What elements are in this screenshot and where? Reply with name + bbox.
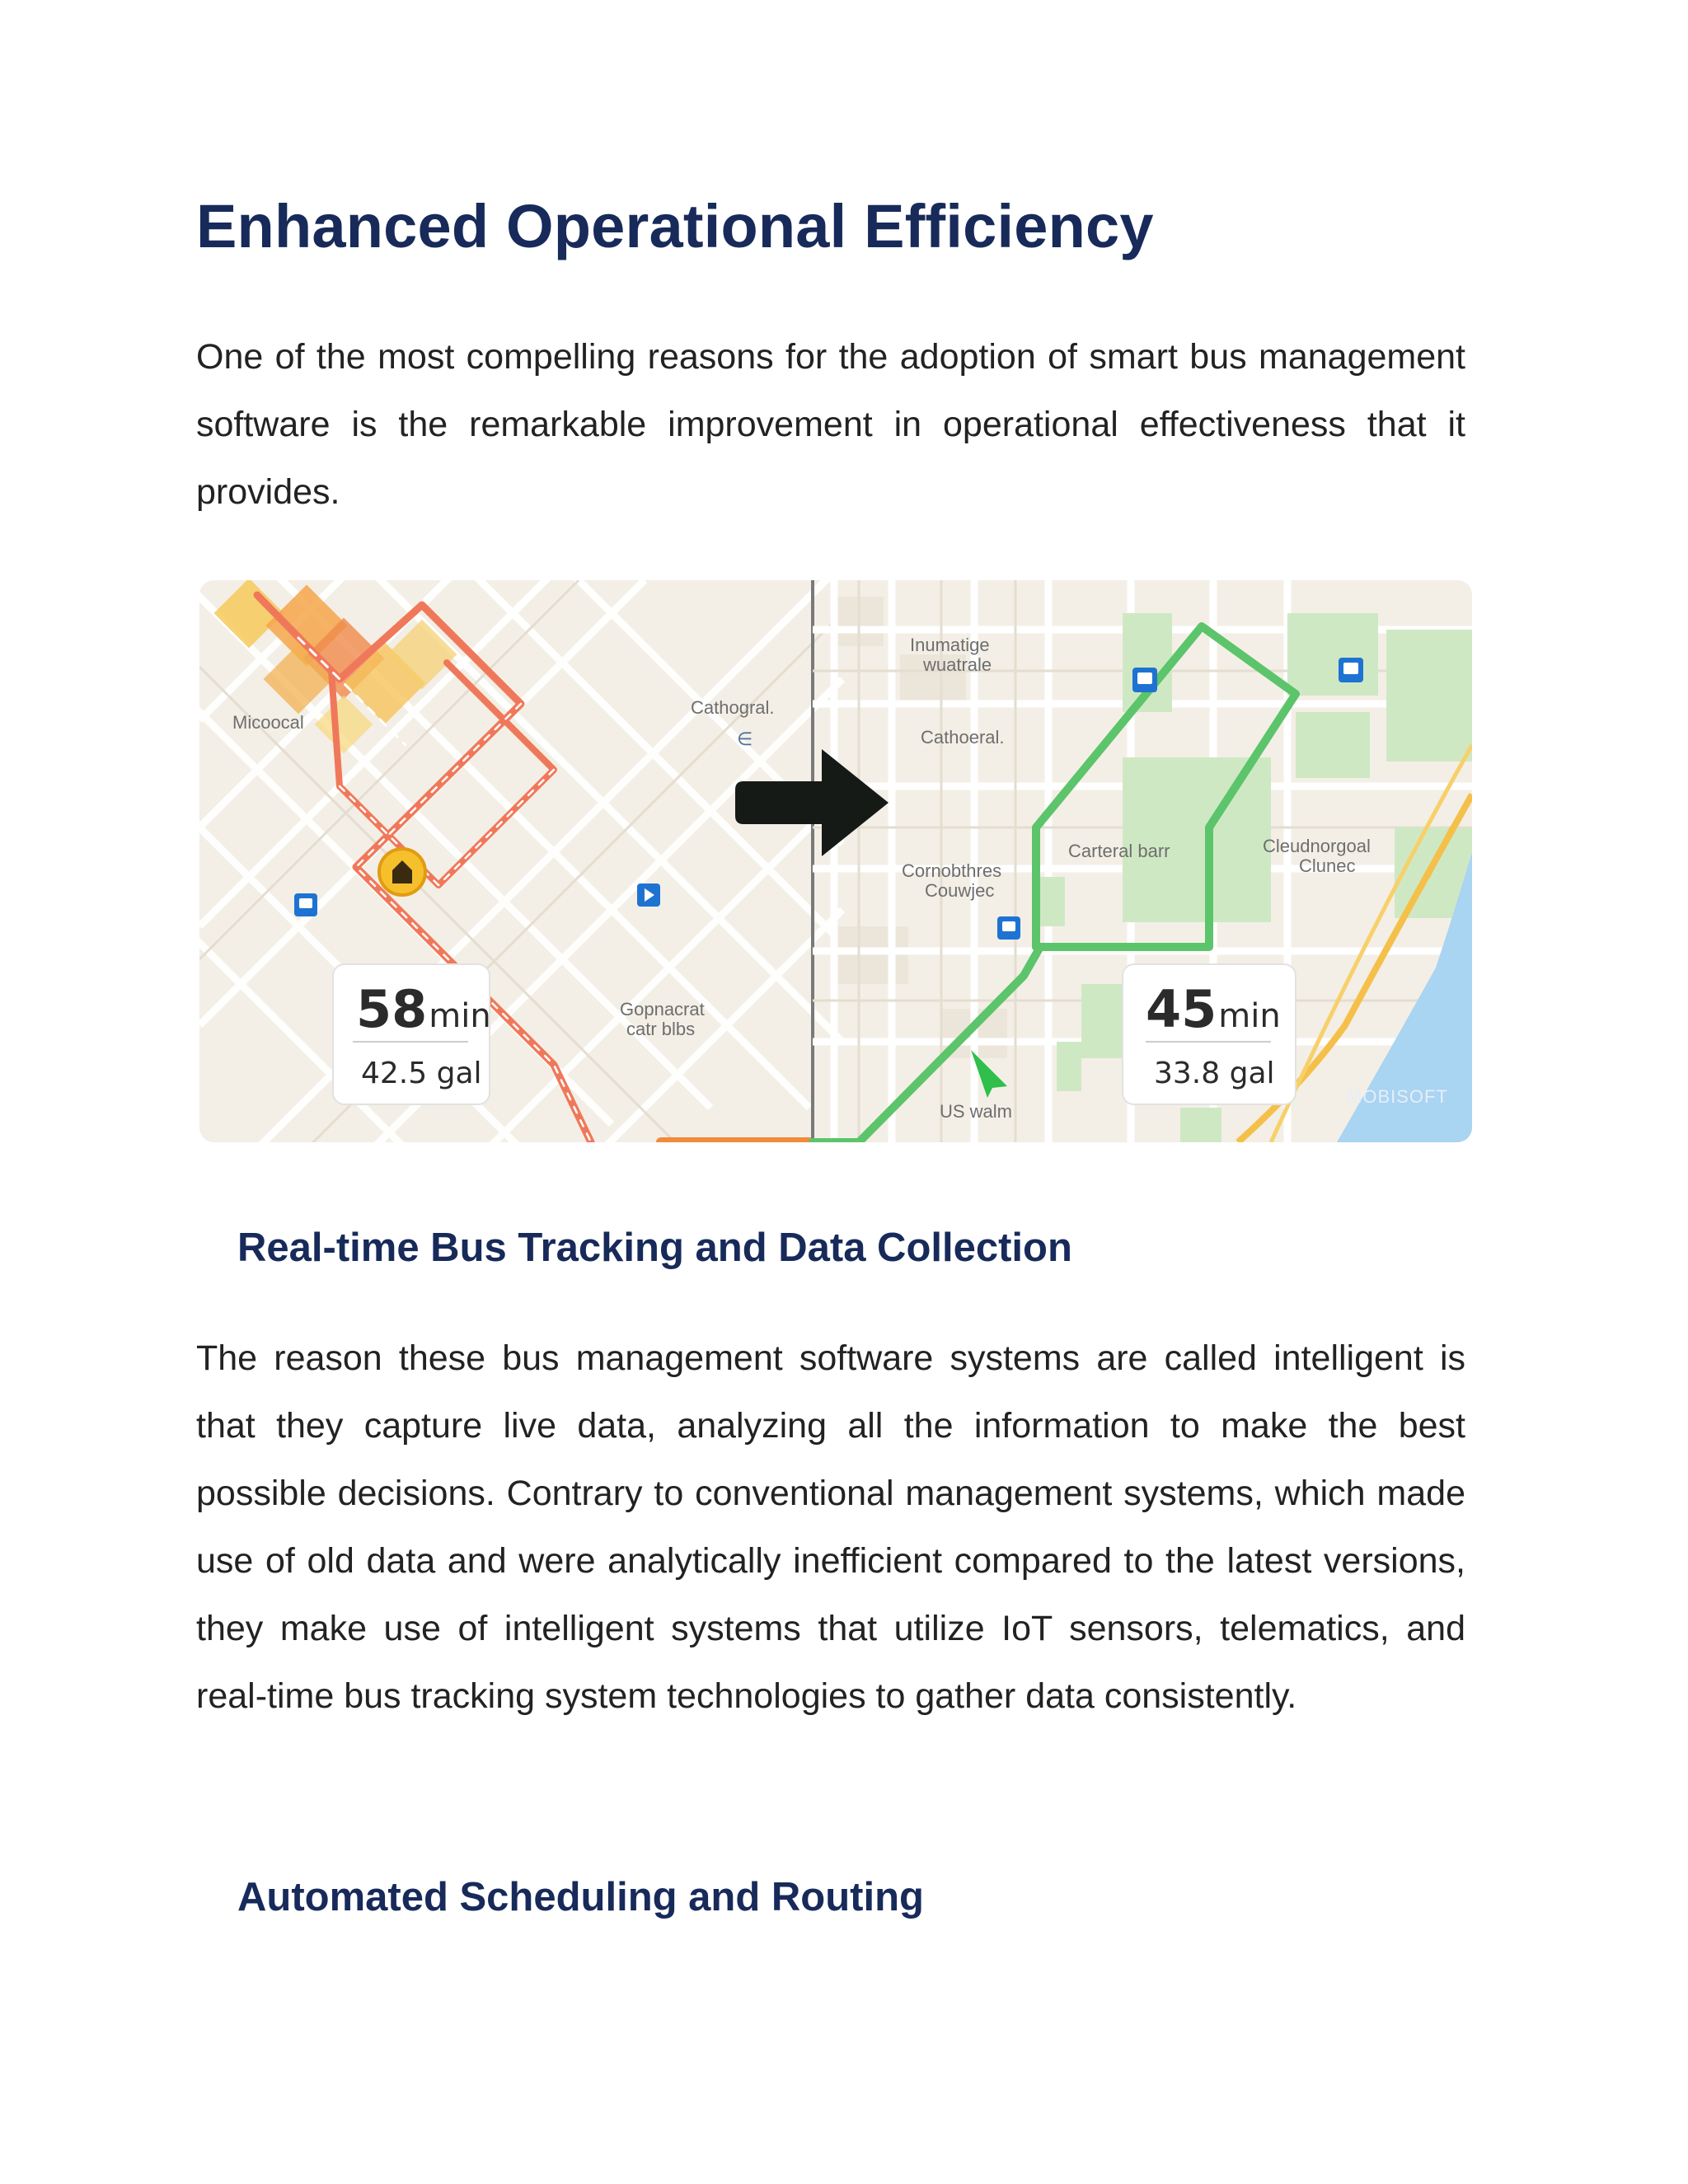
route-comparison-figure: [199, 580, 1472, 1142]
bus-stop-icon: [997, 916, 1020, 940]
map-label: Cleudnorgoal: [1263, 836, 1371, 856]
before-time-value: 58: [356, 979, 428, 1039]
map-label: Couwjec: [925, 880, 995, 901]
map-label: Cathoeral.: [921, 727, 1005, 748]
map-label: Gopnacrat: [620, 999, 705, 1019]
bus-stop-icon: [737, 729, 753, 750]
map-label: Carteral barr: [1068, 841, 1170, 861]
bus-stop-icon: [1339, 658, 1363, 682]
section-heading-automated-scheduling: Automated Scheduling and Routing: [237, 1875, 924, 1919]
svg-text:∈: ∈: [737, 729, 753, 750]
map-label: catr blbs: [626, 1019, 696, 1039]
map-label: wuatrale: [923, 654, 992, 675]
page-title: Enhanced Operational Efficiency: [196, 192, 1154, 260]
after-fuel: 33.8 gal: [1154, 1057, 1275, 1090]
after-time-unit: min: [1218, 997, 1281, 1035]
map-label: Clunec: [1299, 855, 1356, 876]
after-time-value: 45: [1146, 979, 1217, 1039]
after-stat-card: [1123, 964, 1296, 1104]
map-label: US walm: [940, 1101, 1013, 1122]
before-fuel: 42.5 gal: [361, 1057, 482, 1090]
realtime-tracking-paragraph: The reason these bus management software systems are called intelligent is that they capture live data, analyzing all the information to make the best possible decisions. Contrary to conventional management systems, which made use of old data and were analytically inefficient compared to the latest versions, they make use of intelligent systems that utilize IoT sensors, telematics, and real-time bus tracking system technologies to gather data consistently.: [196, 1338, 1465, 1716]
section-heading-realtime-tracking: Real-time Bus Tracking and Data Collection: [237, 1226, 1072, 1270]
bus-stop-icon: [1132, 668, 1157, 692]
map-label: Cathogral.: [691, 697, 775, 718]
before-time-unit: min: [429, 997, 491, 1035]
bus-stop-icon: [637, 883, 660, 907]
before-stat-card: [333, 964, 491, 1104]
map-label: Cornobthres: [902, 860, 1002, 881]
map-label: Inumatige: [910, 635, 990, 655]
watermark: MOBISOFT: [1347, 1086, 1448, 1107]
map-label: Micoocal: [232, 712, 304, 733]
bus-stop-icon: [294, 893, 317, 916]
intro-paragraph: One of the most compelling reasons for the adoption of smart bus management software is the remarkable improvement in operational effectiveness that it provides.: [196, 337, 1465, 512]
home-pin-icon: [379, 849, 425, 895]
